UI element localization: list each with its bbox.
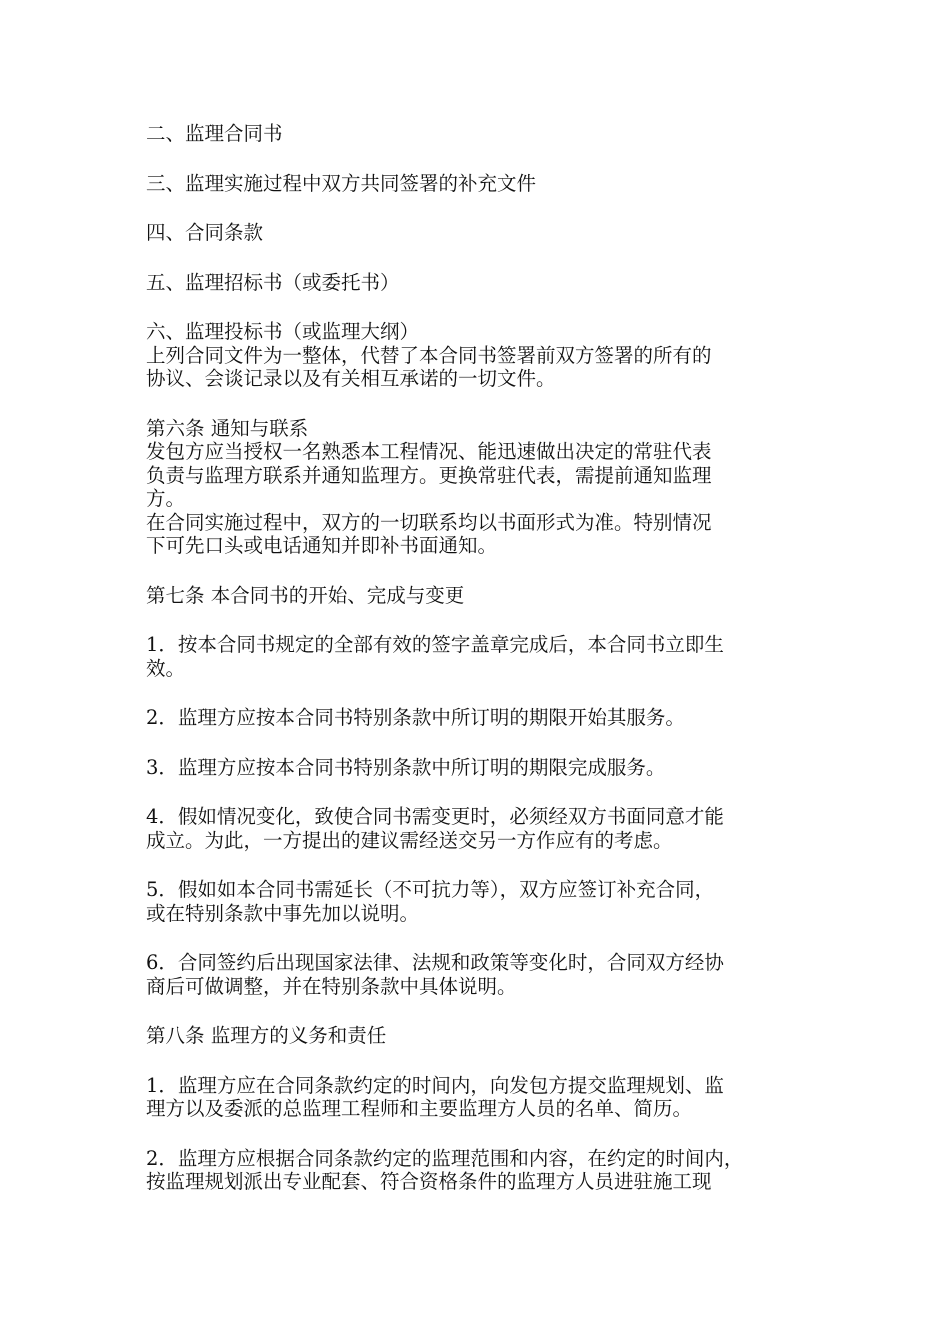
article-7-item-3: 3．监理方应按本合同书特别条款中所订明的期限完成服务。 <box>146 755 666 779</box>
list-item-supplement-docs: 三、监理实施过程中双方共同签署的补充文件 <box>146 171 537 195</box>
list-item-contract-terms: 四、合同条款 <box>146 221 264 244</box>
list-item-tender: 五、监理招标书（或委托书） <box>146 270 400 294</box>
document-page <box>146 122 816 1194</box>
article-7-item-4: 4．假如情况变化，致使合同书需变更时，必须经双方书面同意才能 成立。为此，一方提出的建议需经送交另一方作应有的考虑。 <box>146 805 724 852</box>
article-8-item-2: 2．监理方应根据合同条款约定的监理范围和内容，在约定的时间内， 按监理规划派出专业配套、符合资格条件的监理方人员进驻施工现 <box>146 1146 744 1193</box>
list-item-contract: 二、监理合同书 <box>146 122 283 145</box>
article-7-item-6: 6．合同签约后出现国家法律、法规和政策等变化时，合同双方经协 商后可做调整，并在特别条款中具体说明。 <box>146 951 724 998</box>
paragraph-bid-and-whole: 六、监理投标书（或监理大纲） 上列合同文件为一整体，代替了本合同书签署前双方签署的所有的 协议、会谈记录以及有关相互承诺的一切文件。 <box>146 320 712 390</box>
section-article-6: 第六条 通知与联系 发包方应当授权一名熟悉本工程情况、能迅速做出决定的常驻代表 负责与监理方联系并通知监理方。更换常驻代表，需提前通知监理 方。 在合同实施过程中，双方的一切联系均以书面形式为准。特别情况 下可先口头或电话通知并即补书面通知。 <box>146 416 712 557</box>
heading-article-8: 第八条 监理方的义务和责任 <box>146 1024 387 1047</box>
article-7-item-2: 2．监理方应按本合同书特别条款中所订明的期限开始其服务。 <box>146 706 685 729</box>
article-8-item-1: 1．监理方应在合同条款约定的时间内，向发包方提交监理规划、监 理方以及委派的总监理工程师和主要监理方人员的名单、简历。 <box>146 1073 724 1120</box>
article-7-item-1: 1．按本合同书规定的全部有效的签字盖章完成后，本合同书立即生 效。 <box>146 633 724 680</box>
article-7-item-5: 5．假如如本合同书需延长（不可抗力等），双方应签订补充合同， 或在特别条款中事先加以说明。 <box>146 878 715 925</box>
heading-article-7: 第七条 本合同书的开始、完成与变更 <box>146 583 465 607</box>
